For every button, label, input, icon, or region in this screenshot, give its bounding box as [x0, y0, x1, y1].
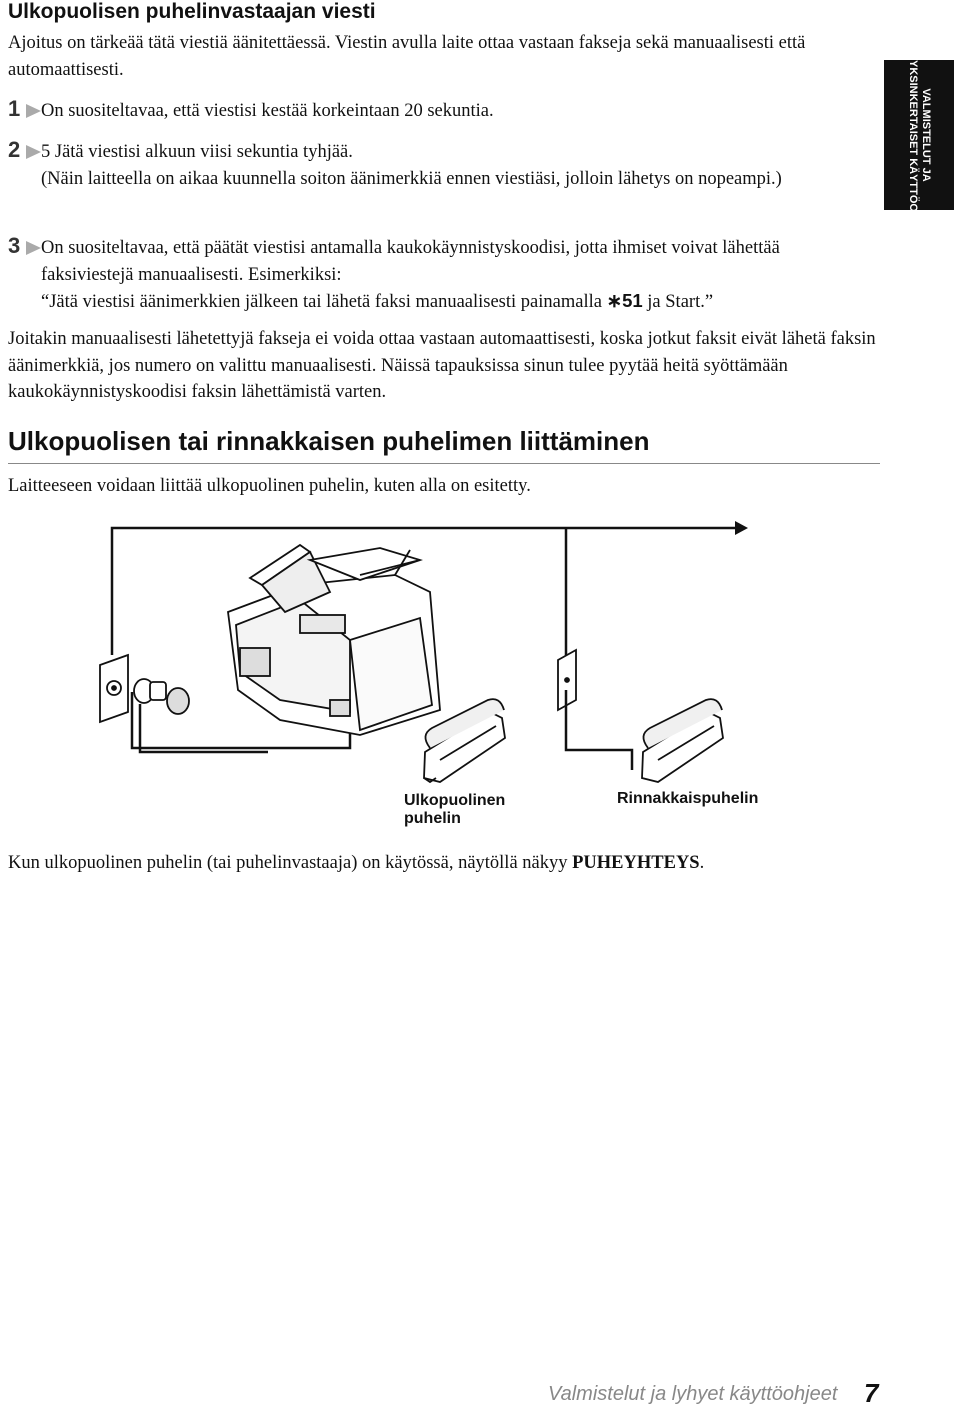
side-tab-line2: YKSINKERTAISET KÄYTTÖOHJEET — [907, 60, 919, 248]
section2-title: Ulkopuolisen tai rinnakkaisen puhelimen liittäminen — [8, 426, 650, 456]
connection-diagram — [0, 505, 960, 805]
fax-machine-icon — [228, 545, 440, 735]
step-number: 1 — [8, 96, 21, 121]
telephone-icon — [642, 699, 723, 782]
side-tab-line1: VALMISTELUT JA — [920, 88, 932, 182]
intro-paragraph: Ajoitus on tärkeää tätä viestiä äänitettäessä. Viestin avulla laite ottaa vastaan fakseja sekä manuaalisesti että automaattisesti. — [8, 33, 806, 80]
step-text: On suositeltavaa, että viestisi kestää korkeintaan 20 sekuntia. — [41, 101, 494, 121]
step-text-main: 5 Jätä viestisi alkuun viisi sekuntia tyhjää. — [41, 142, 353, 162]
divider — [8, 463, 880, 464]
closing-paragraph: Joitakin manuaalisesti lähetettyjä fakseja ei voida ottaa vastaan automaattisesti, koska jotkut faksit eivät lähetä faksin äänimerkkiä, jos numero on valittu manuaalisesti. Näissä tapauksissa sinun tulee pyytää heitä syöttämään kaukokäynnistyskoodisi faksin lähettämistä varten. — [8, 329, 876, 402]
footer-title: Valmistelut ja lyhyet käyttöohjeet — [548, 1383, 838, 1405]
step-note: (Näin laitteella on aikaa kuunnella soiton äänimerkkiä ennen viestiäsi, jolloin lähetys on nopeampi.) — [41, 168, 782, 189]
step-arrow-icon — [26, 241, 41, 255]
wall-socket-icon — [100, 655, 128, 722]
status-note: Kun ulkopuolinen puhelin (tai puhelinvastaaja) on käytössä, näytöllä näkyy PUHEYHTEYS. — [8, 853, 705, 873]
cord — [566, 690, 632, 770]
remote-code: ∗51 — [606, 290, 643, 311]
step-text — [41, 235, 861, 316]
step-arrow-icon — [26, 104, 41, 118]
step-text-main: On suositeltavaa, että päätät viestisi antamalla kaukokäynnistyskoodisi, jotta ihmiset voivat lähettää faksiviestejä manuaalisesti. Esimerkiksi: — [41, 238, 780, 285]
section-title: Ulkopuolisen puhelinvastaajan viesti — [8, 0, 376, 23]
step-3 — [8, 235, 878, 319]
step-number: 3 — [8, 233, 21, 258]
step-1 — [8, 98, 878, 126]
step-number: 2 — [8, 137, 21, 162]
label-external-phone: Ulkopuolinen puhelin — [404, 792, 506, 827]
step-2 — [8, 139, 878, 223]
plug-adapter-icon — [134, 679, 189, 714]
example-quote: “Jätä viestisi äänimerkkien jälkeen tai lähetä faksi manuaalisesti painamalla ∗51 ja Start.” — [41, 290, 714, 312]
step-text — [41, 139, 861, 192]
section2-intro: Laitteeseen voidaan liittää ulkopuolinen puhelin, kuten alla on esitetty. — [8, 476, 531, 496]
chapter-side-tab — [884, 60, 954, 248]
page-number: 7 — [864, 1378, 879, 1408]
display-message: PUHEYHTEYS — [572, 853, 700, 873]
label-extension-phone: Rinnakkaispuhelin — [617, 790, 759, 807]
step-arrow-icon — [26, 145, 41, 159]
